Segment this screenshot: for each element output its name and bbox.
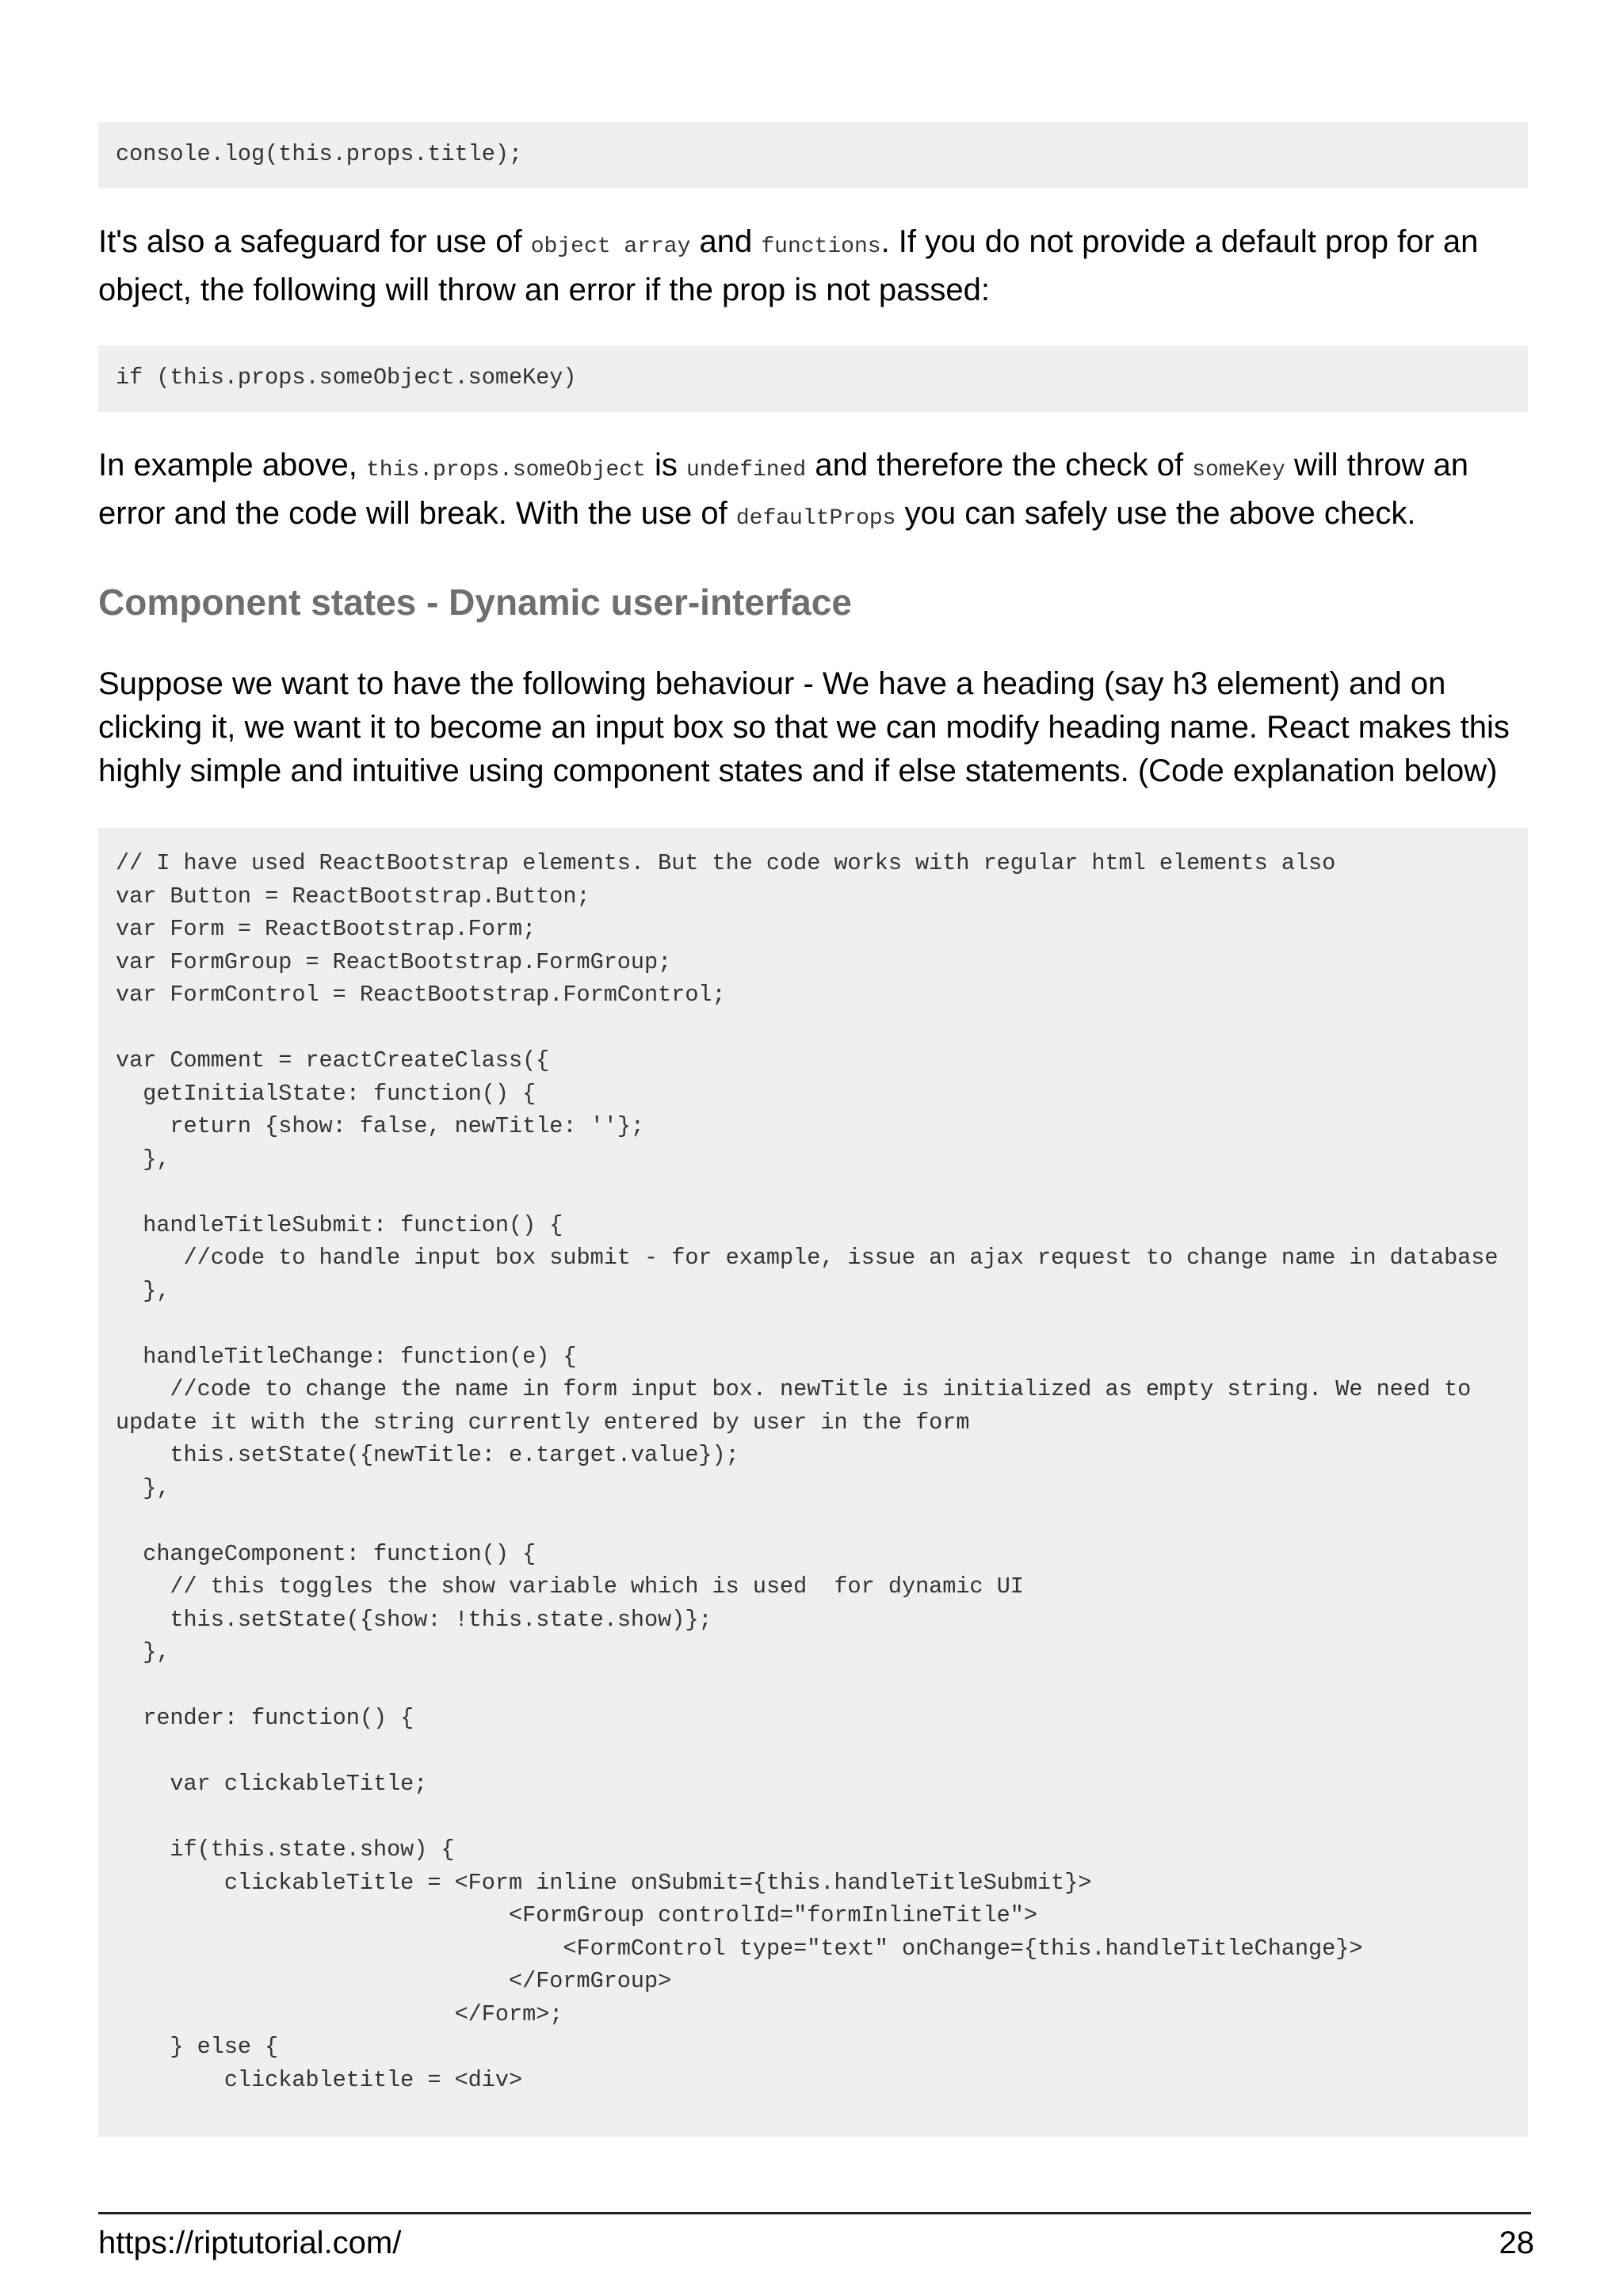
inline-code: defaultProps [735,506,896,531]
paragraph-text: . If you do not provide a default prop for an object, the following will throw an error if the prop is not passed: [98,224,1479,307]
paragraph-text: and [690,224,762,259]
code-block-react-component: // I have used ReactBootstrap elements. But the code works with regular html elements also var Button = ReactBootstrap.Button; var Form = ReactBootstrap.Form; var FormGroup = ReactBootstrap.FormGroup; var FormControl = ReactBootstrap.FormControl; var Comment = reactCreateClass({ getInitialState: function() { return {show: false, newTitle: ''}; }, handleTitleSubmit: function() { //code to handle input box submit - for example, issue an ajax request to change name in database }, handleTitleChange: function(e) { //code to change the name in form input box. newTitle is initialized as empty string. We need to update it with the string currently entered by user in the form this.setState({newTitle: e.target.value}); }, changeComponent: function() { // this toggles the show variable which is used for dynamic UI this.setState({show: !this.state.show)}; }, render: function() { var clickableTitle; if(this.state.show) { clickableTitle = <Form inline onSubmit={this.handleTitleSubmit}> <FormGroup controlId="formInlineTitle"> <FormControl type="text" onChange={this.handleTitleChange}> </FormGroup> </Form>; } else { clickabletitle = <div> [98,828,1528,2137]
page-content [98,122,1528,2137]
inline-code: someKey [1192,458,1285,482]
paragraph-example-above [98,444,1528,540]
page-number: 28 [1499,2225,1534,2260]
paragraph-text: you can safely use the above check. [896,496,1416,531]
code-block-if-check: if (this.props.someObject.someKey) [98,345,1528,412]
inline-code: functions [761,235,881,259]
paragraph-text: It's also a safeguard for use of [98,224,531,259]
paragraph-text: is [645,448,686,482]
footer-url[interactable]: https://riptutorial.com/ [98,2225,402,2260]
paragraph-suppose: Suppose we want to have the following behaviour - We have a heading (say h3 element) and on clicking it, we want it to become an input box so that we can modify heading name. React makes this highly simple and intuitive using component states and if else statements. (Code explanation below) [98,666,1510,788]
code-block-console-log: console.log(this.props.title); [98,122,1528,189]
paragraph-text: will throw an error and the code will break. With the use of [98,448,1469,531]
paragraph-text: In example above, [98,448,366,482]
paragraph-text: and therefore the check of [806,448,1193,482]
inline-code: object array [530,235,691,259]
paragraph-safeguard [98,220,1528,312]
inline-code: undefined [685,458,807,482]
section-heading: Component states - Dynamic user-interface [98,582,852,623]
inline-code: this.props.someObject [366,458,646,482]
footer-divider [98,2212,1531,2214]
